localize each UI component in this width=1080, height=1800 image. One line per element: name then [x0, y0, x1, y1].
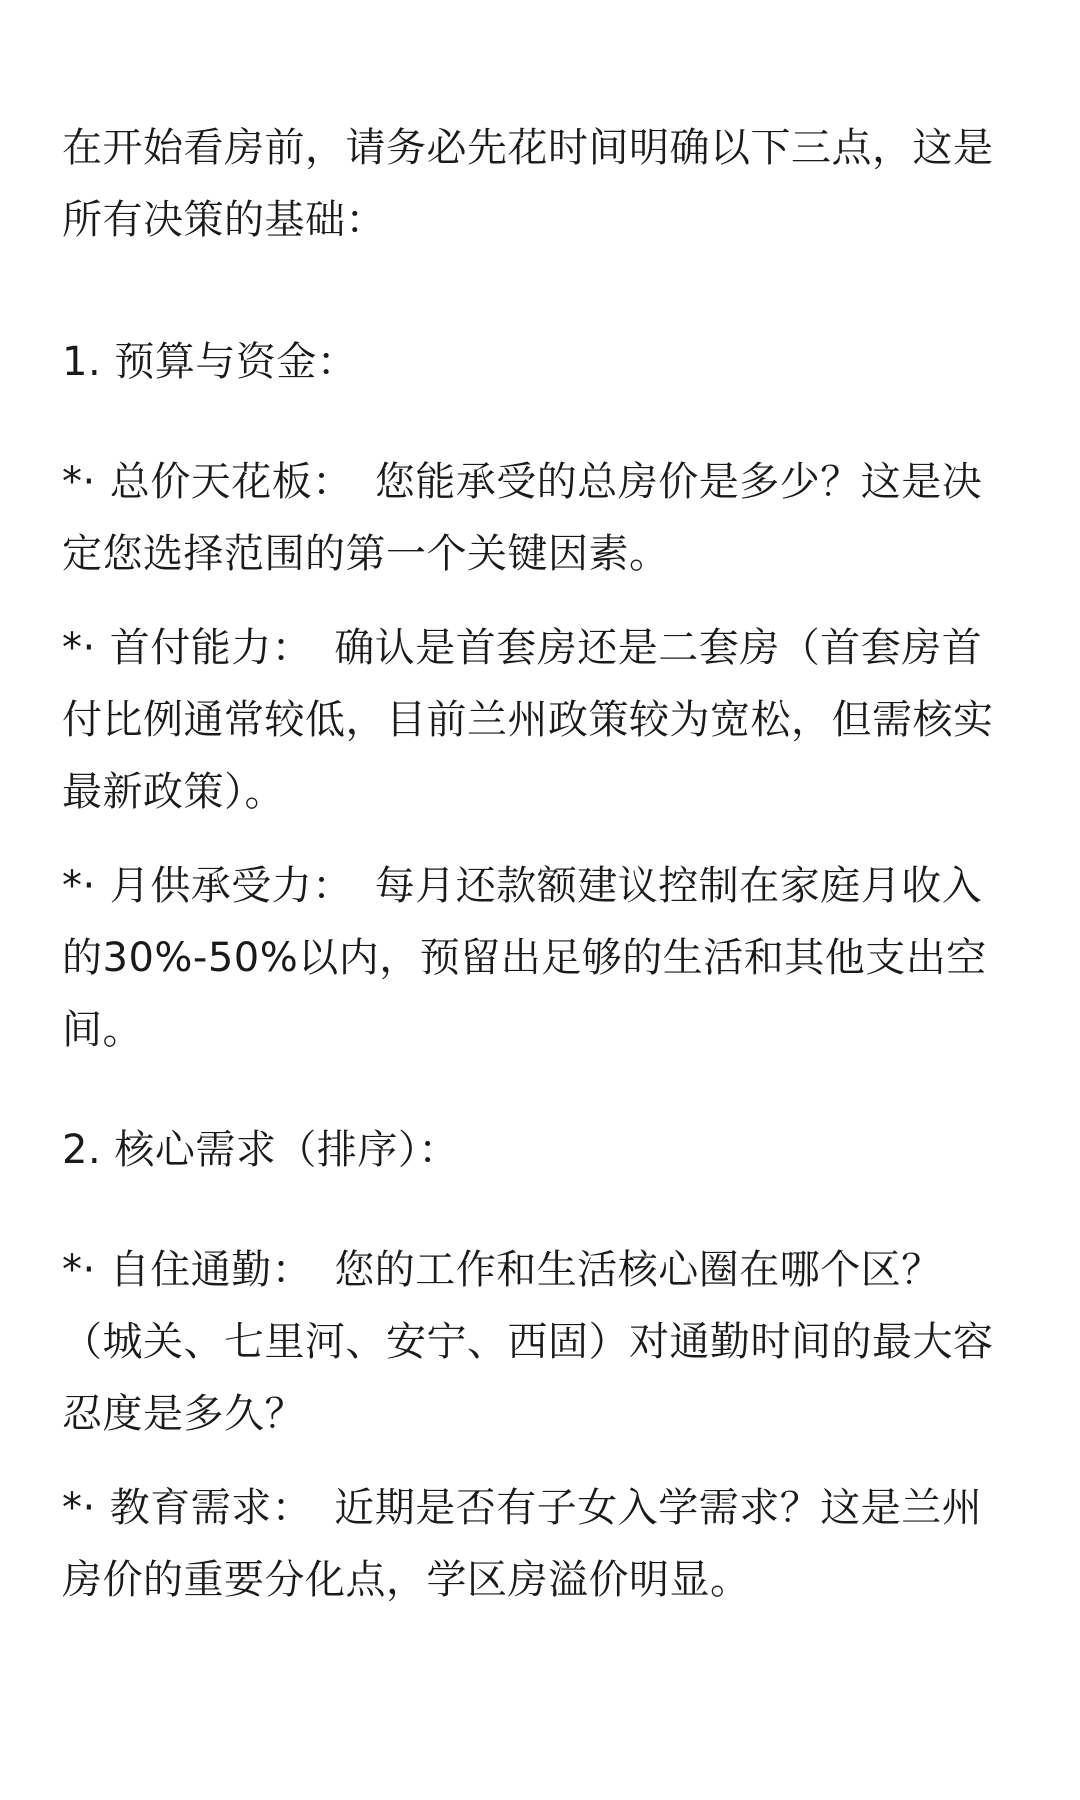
bullet-down-payment	[62, 612, 1022, 828]
bullet-marker: *·	[62, 1247, 96, 1293]
section-title-core-needs: 2. 核心需求（排序）：	[62, 1127, 459, 1173]
bullet-label: 月供承受力：	[109, 863, 353, 909]
bullet-education	[62, 1472, 1022, 1616]
bullet-label: 首付能力：	[109, 625, 313, 671]
bullet-commute	[62, 1234, 1022, 1450]
bullet-label: 自住通勤：	[109, 1247, 313, 1293]
bullet-marker: *·	[62, 459, 96, 505]
bullet-marker: *·	[62, 863, 96, 909]
bullet-marker: *·	[62, 625, 96, 671]
bullet-total-price	[62, 446, 1022, 590]
bullet-text: 近期是否有子女入学需求？这是兰州房价的重要分化点，学区房溢价明显。	[62, 1485, 983, 1603]
article-body	[62, 112, 1022, 1638]
section-title-budget: 1. 预算与资金：	[62, 339, 358, 385]
bullet-text: 确认是首套房还是二套房（首套房首付比例通常较低，目前兰州政策较为宽松，但需核实最新政策）。	[62, 625, 994, 815]
intro-paragraph: 在开始看房前，请务必先花时间明确以下三点，这是所有决策的基础：	[62, 125, 994, 243]
bullet-monthly-payment	[62, 850, 1022, 1066]
bullet-marker: *·	[62, 1485, 96, 1531]
bullet-text: 您能承受的总房价是多少？这是决定您选择范围的第一个关键因素。	[62, 459, 983, 577]
bullet-text: 每月还款额建议控制在家庭月收入的30%-50%以内，预留出足够的生活和其他支出空间。	[62, 863, 987, 1053]
bullet-label: 总价天花板：	[109, 459, 353, 505]
bullet-label: 教育需求：	[109, 1485, 313, 1531]
bullet-text: 您的工作和生活核心圈在哪个区？（城关、七里河、安宁、西固）对通勤时间的最大容忍度是多久？	[62, 1247, 994, 1437]
